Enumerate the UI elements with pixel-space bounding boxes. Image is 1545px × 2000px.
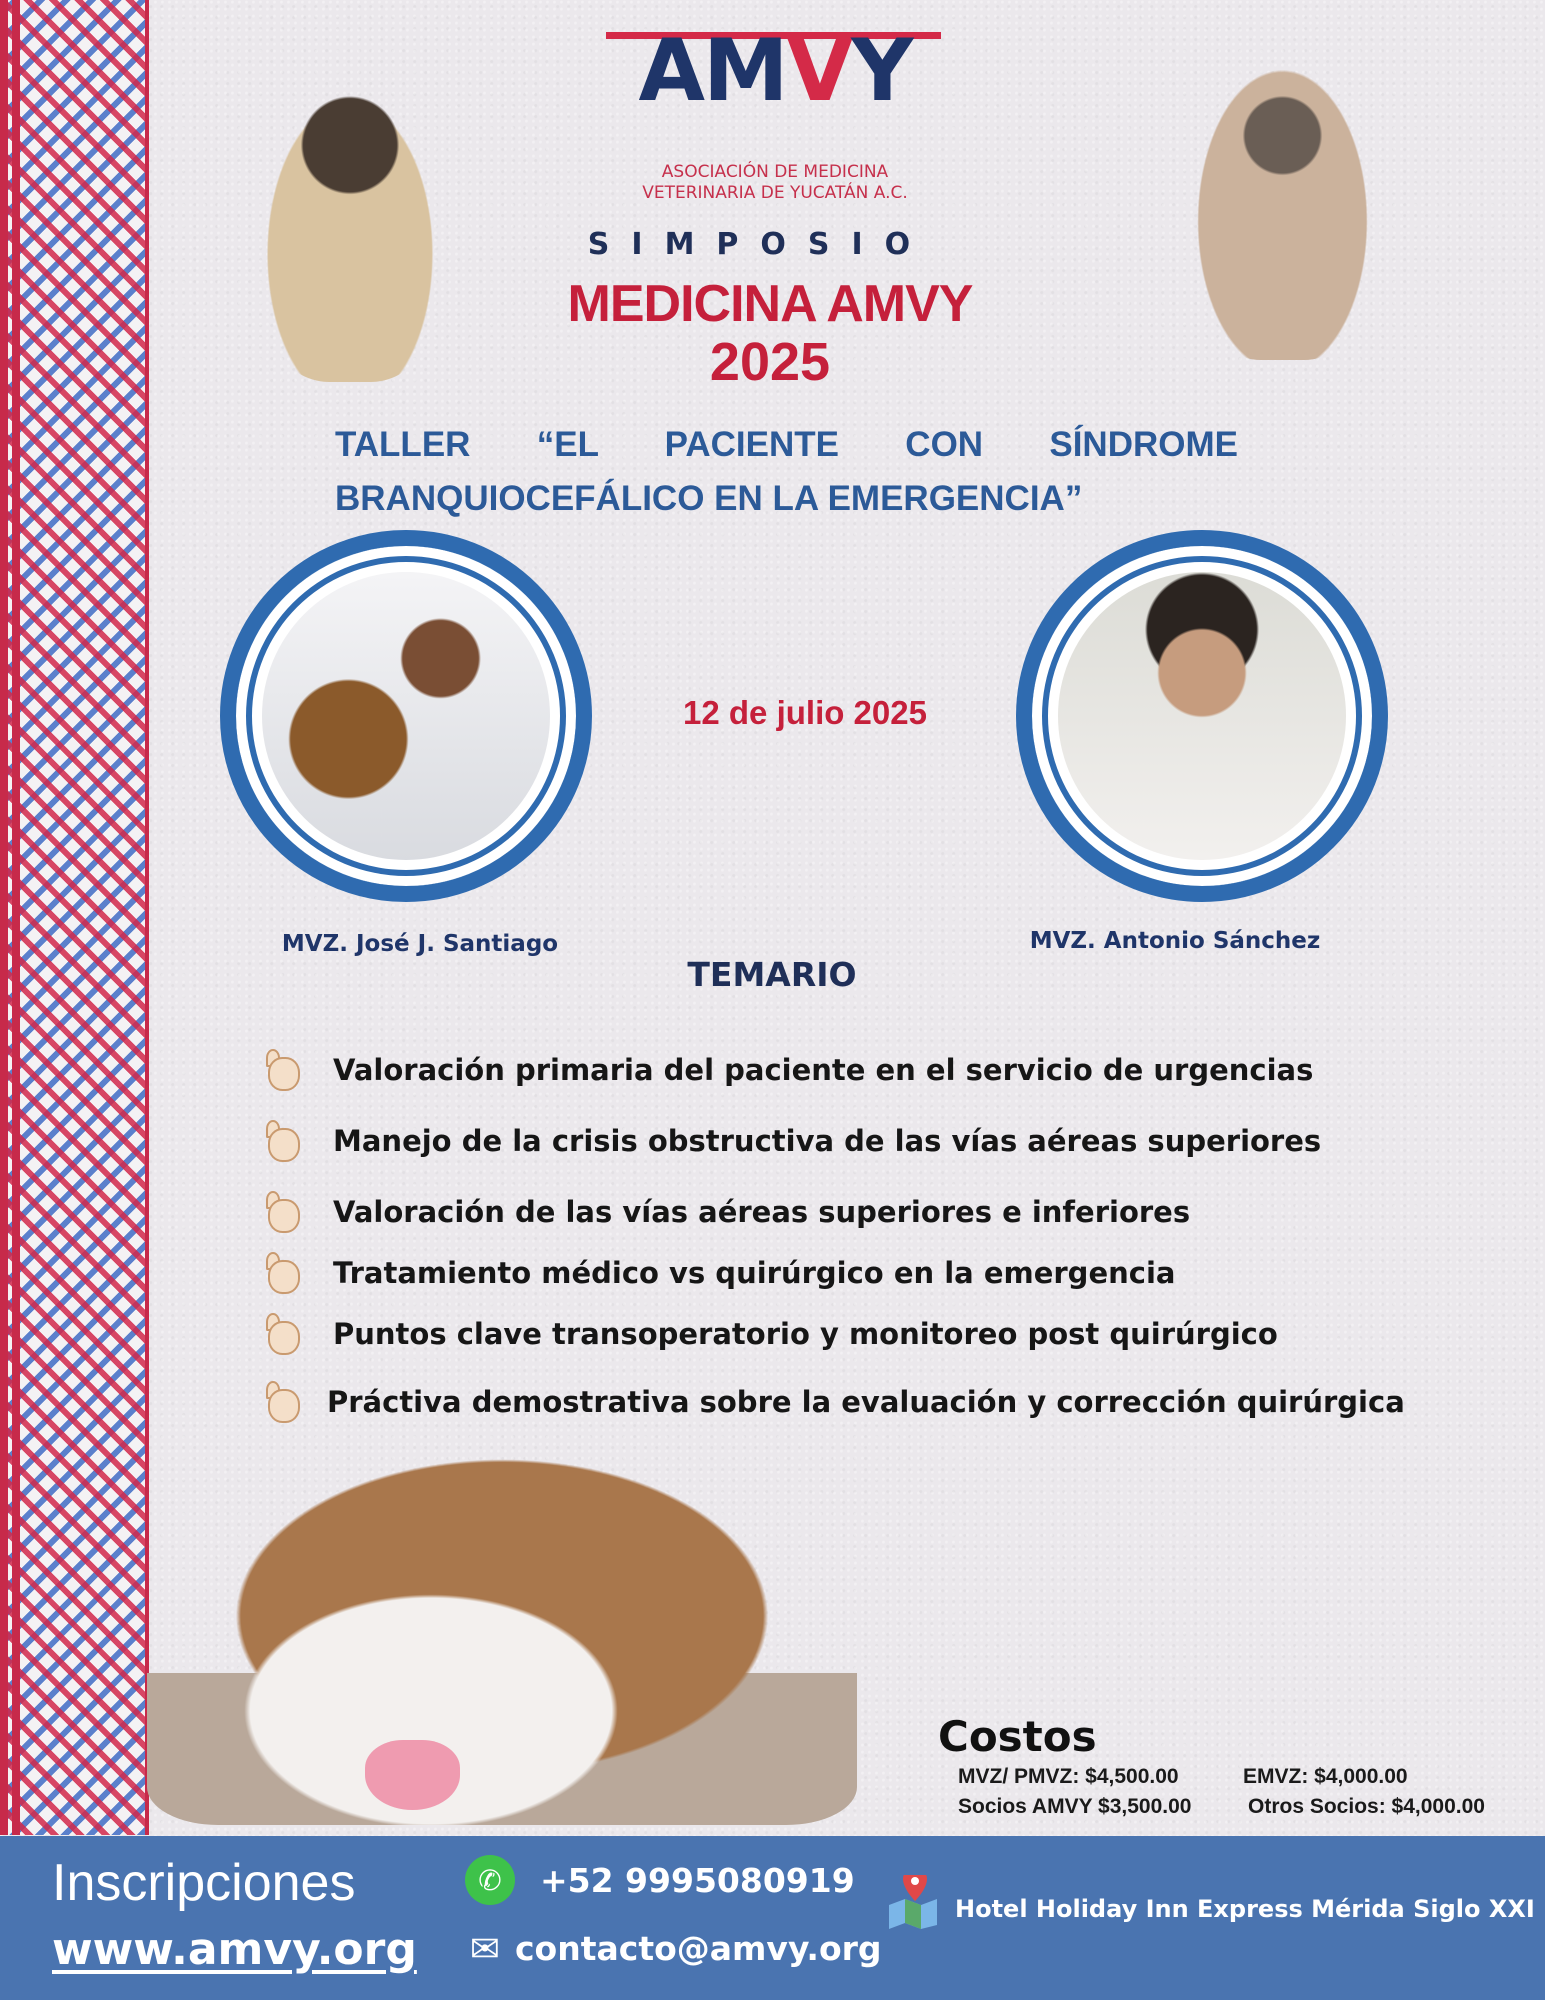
french-bulldog-icon: [262, 1379, 302, 1425]
temario-title: TEMARIO: [687, 955, 857, 994]
speaker-2-portrait: [1058, 572, 1346, 860]
speaker-2-photo: [1016, 530, 1388, 902]
email-address[interactable]: contacto@amvy.org: [515, 1929, 882, 1968]
logo-letters: AM: [638, 21, 787, 121]
french-bulldog-icon: [262, 1047, 302, 1093]
list-item: [262, 1382, 1412, 1422]
event-title: MEDICINA AMVY: [567, 275, 973, 333]
topic-text: Tratamiento médico vs quirúrgico en la emergencia: [333, 1255, 1176, 1290]
speaker-1-name: MVZ. José J. Santiago: [281, 931, 559, 957]
woven-pattern-border: [0, 0, 149, 1835]
french-bulldog-icon: [262, 1118, 302, 1164]
map-pin-icon: [885, 1875, 941, 1929]
website-link[interactable]: www.amvy.org: [52, 1924, 417, 1975]
speaker-2-name: MVZ. Antonio Sánchez: [1029, 928, 1321, 954]
french-bulldog-icon: [262, 1311, 302, 1357]
topic-text: Manejo de la crisis obstructiva de las vías aéreas superiores: [333, 1123, 1322, 1158]
topic-text: Puntos clave transoperatorio y monitoreo post quirúrgico: [333, 1316, 1278, 1351]
speaker-1-portrait: [262, 572, 550, 860]
list-item: [262, 1050, 1412, 1090]
event-date: 12 de julio 2025: [683, 694, 927, 731]
topic-text: Valoración de las vías aéreas superiores e inferiores: [333, 1194, 1191, 1229]
french-bulldog-icon: [262, 1250, 302, 1296]
event-kicker: SIMPOSIO: [587, 227, 933, 262]
costos-title: Costos: [938, 1712, 1097, 1761]
logo-letter-y: Y: [851, 21, 912, 121]
logo-letter-v: V: [786, 21, 852, 121]
topic-text: Práctiva demostrativa sobre la evaluación y corrección quirúrgica: [327, 1384, 1405, 1419]
phone-number[interactable]: +52 9995080919: [540, 1861, 855, 1900]
email-icon: ✉: [469, 1929, 501, 1970]
event-year: 2025: [709, 332, 831, 392]
cost-item: Otros Socios: $4,000.00: [1248, 1795, 1485, 1818]
venue-text: Hotel Holiday Inn Express Mérida Siglo XXI: [955, 1895, 1535, 1923]
french-bulldog-puppy-image: [1175, 30, 1390, 360]
cost-item: MVZ/ PMVZ: $4,500.00: [958, 1765, 1179, 1788]
border-stripe: [12, 0, 20, 1835]
border-stripe: [0, 0, 8, 1835]
amvy-logo: [600, 21, 950, 121]
list-item: [262, 1314, 1412, 1354]
speaker-1-photo: [220, 530, 592, 902]
whatsapp-icon: ✆: [465, 1855, 515, 1905]
list-item: [262, 1253, 1412, 1293]
pug-puppy-image: [245, 62, 455, 382]
logo-subtitle: ASOCIACIÓN DE MEDICINA VETERINARIA DE YUCATÁN A.C.: [642, 162, 908, 204]
french-bulldog-icon: [262, 1189, 302, 1235]
bulldog-tongue: [365, 1740, 460, 1810]
list-item: [262, 1121, 1412, 1161]
registration-title: Inscripciones: [52, 1854, 356, 1912]
workshop-title: TALLER “EL PACIENTE CON SÍNDROME BRANQUIOCEFÁLICO EN LA EMERGENCIA”: [335, 425, 1238, 519]
english-bulldog-image: [147, 1445, 857, 1825]
list-item: [262, 1192, 1412, 1232]
cost-item: EMVZ: $4,000.00: [1243, 1765, 1408, 1788]
topic-text: Valoración primaria del paciente en el servicio de urgencias: [333, 1052, 1314, 1087]
cost-item: Socios AMVY $3,500.00: [958, 1795, 1192, 1818]
